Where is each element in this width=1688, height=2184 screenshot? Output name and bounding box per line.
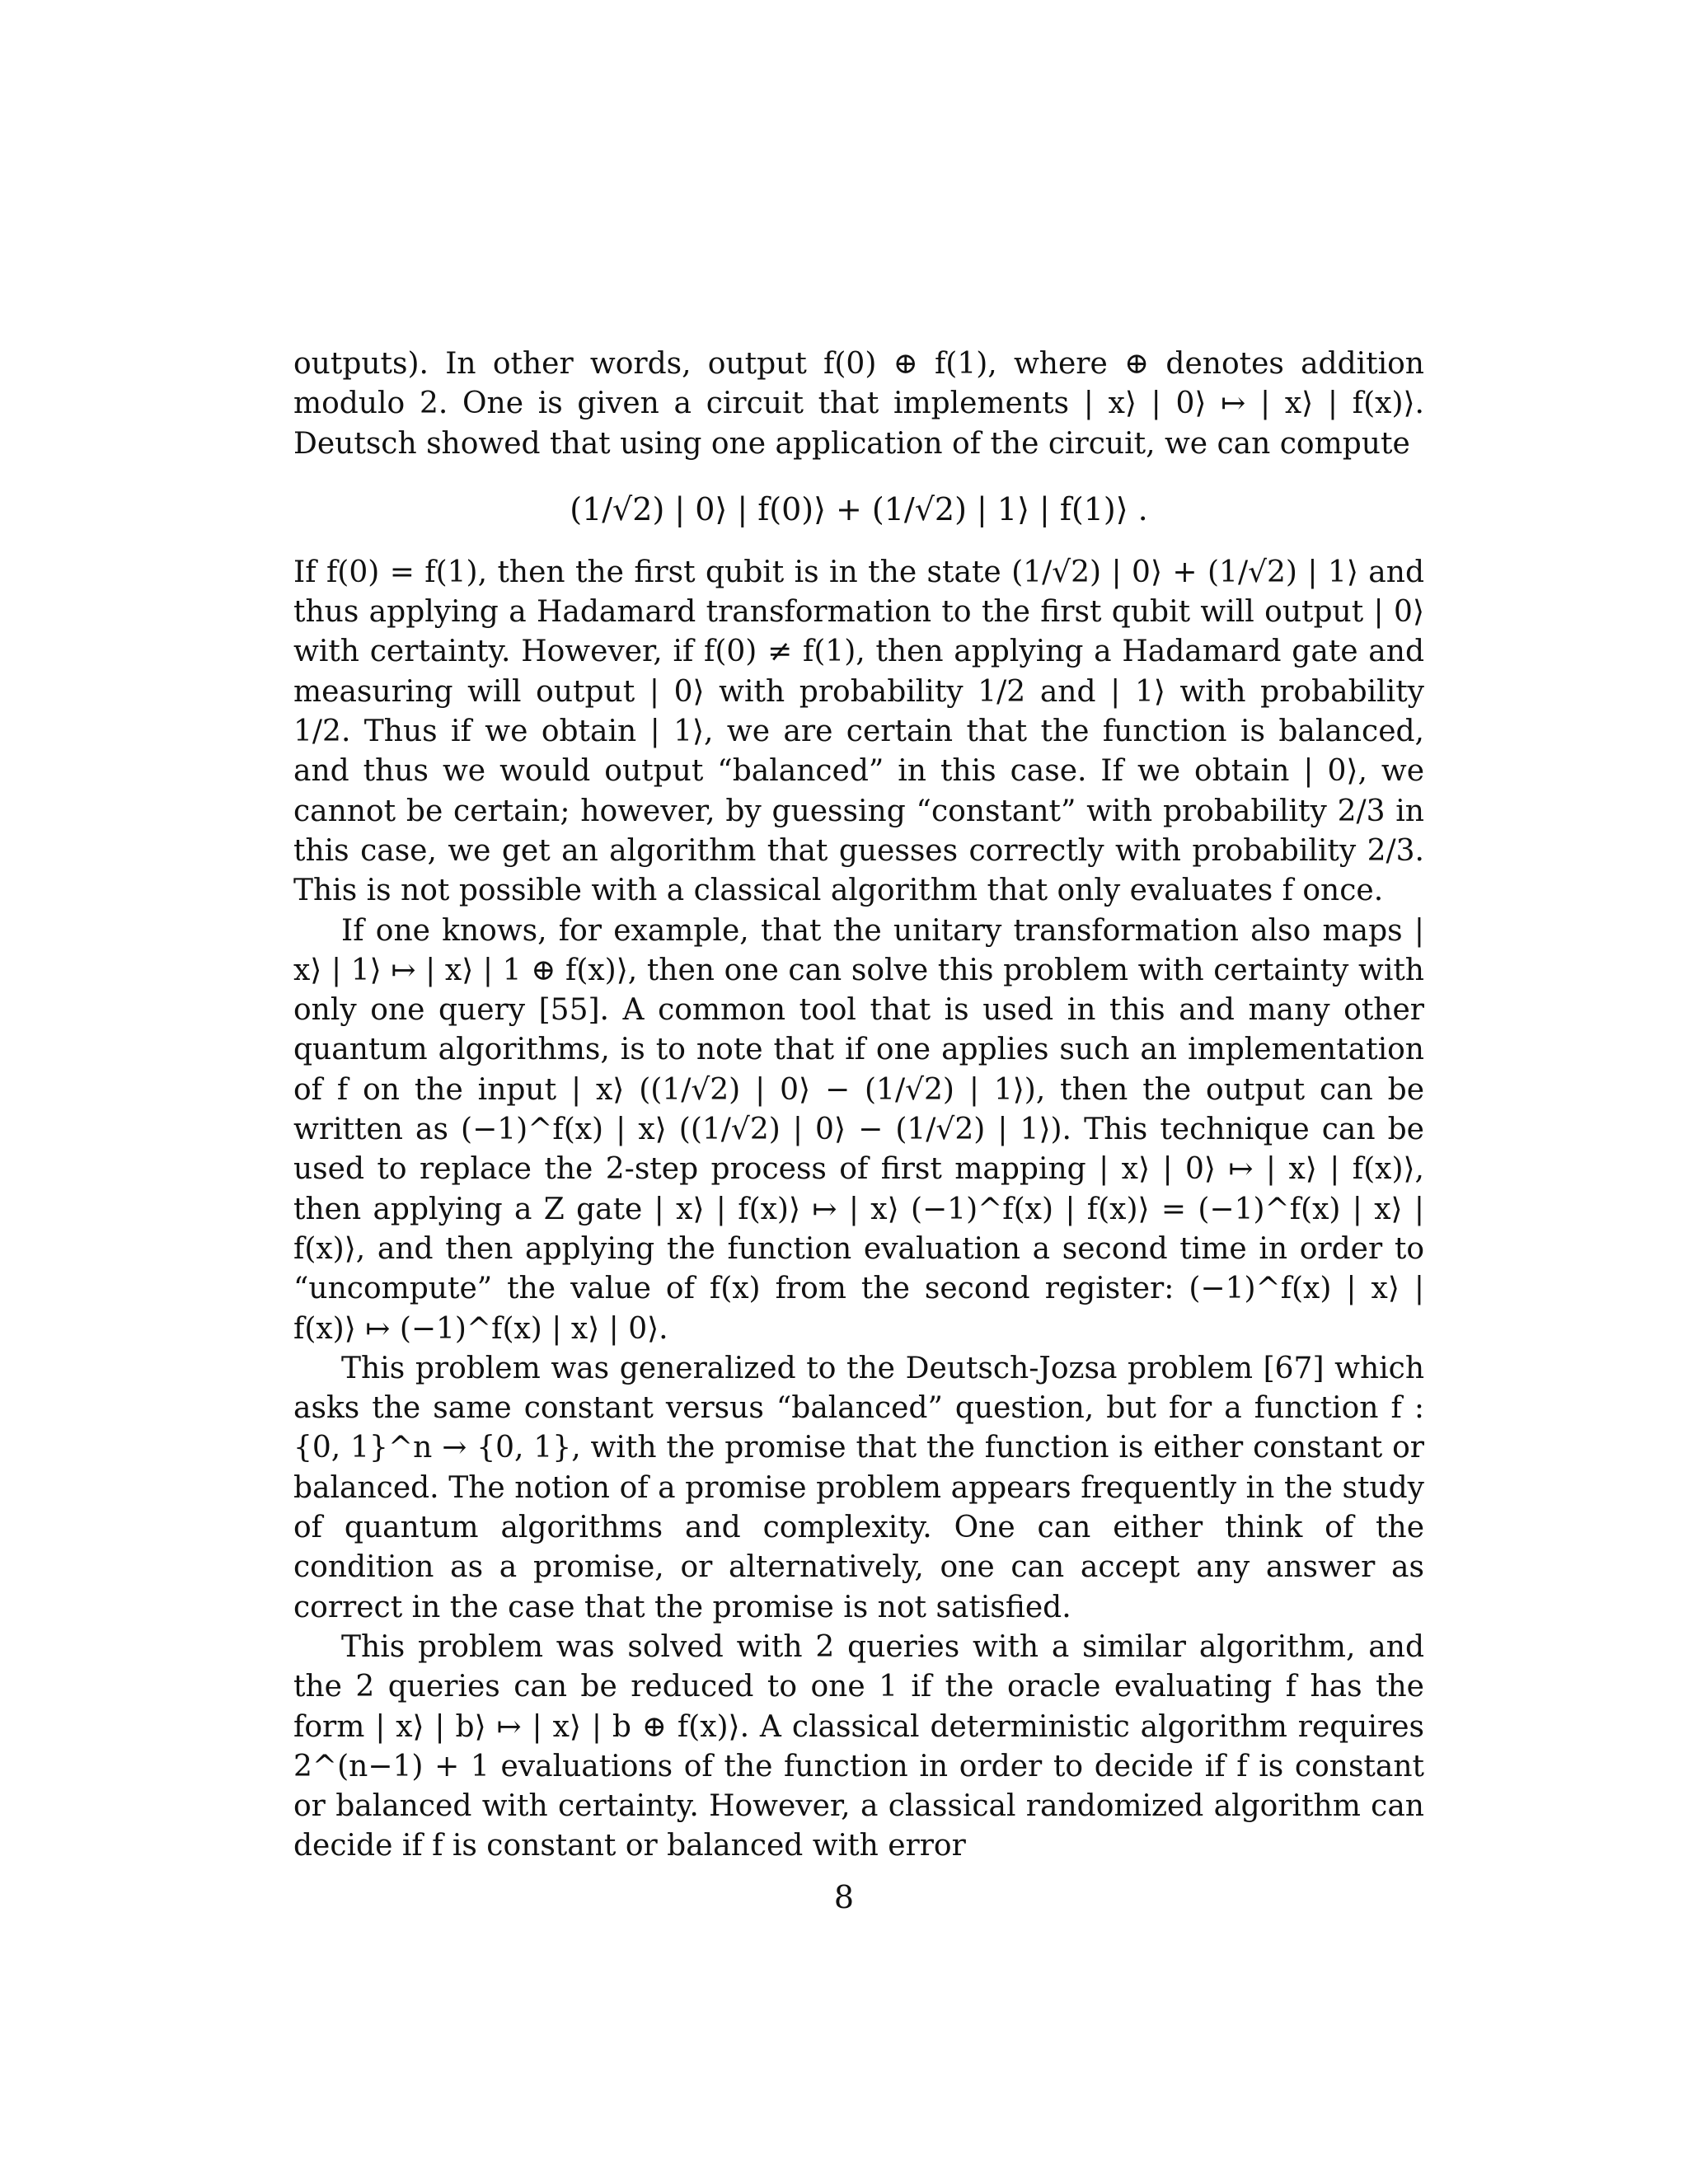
page-number: 8 — [833, 1879, 855, 1915]
paragraph-1 — [293, 344, 1424, 464]
paragraph-4: This problem was generalized to the Deutsch-Jozsa problem [67] which asks the same constant versus “balanced” question, but for a function f : {0, 1}^n → {0, 1}, with the promise that the function is either constant or balanced. The notion of a promise problem appears frequently in the study of quantum algorithms and complexity. One can either think of the condition as a promise, or alternatively, one can accept any answer as correct in the case that the promise is not satisfied. — [293, 1351, 1424, 1624]
paragraph-1-line-2: 2. One is given a circuit that implements | x⟩ | 0⟩ ↦ | x⟩ | f(x)⟩. Deutsch showed — [293, 387, 1424, 461]
paragraph-5: This problem was solved with 2 queries with a similar algorithm, and the 2 queries can be reduced to one 1 if the oracle evaluating f has the form | x⟩ | b⟩ ↦ | x⟩ | b ⊕ f(x)⟩. A classical deterministic algorithm requires 2^(n−1) + 1 evaluations of the function in order to decide if f is constant or balanced with certainty. However, a classical randomized algorithm can decide if f is constant or balanced with error — [293, 1629, 1424, 1863]
paragraph-1-line-3: that using one application of the circuit, we can compute — [550, 426, 1410, 461]
paragraph-2: If f(0) = f(1), then the first qubit is in the state (1/√2) | 0⟩ + (1/√2) | 1⟩ and thus applying a Hadamard transformation to the first qubit will output | 0⟩ with certainty. However, if f(0) ≠ f(1), then applying a Hadamard gate and measuring will output | 0⟩ with probability 1/2 and | 1⟩ with probability 1/2. Thus if we obtain | 1⟩, we are certain that the function is balanced, and thus we would output “balanced” in this case. If we obtain | 0⟩, we cannot be certain; however, by guessing “constant” with probability 2/3 in this case, we get an algorithm that guesses correctly with probability 2/3. This is not possible with a classical algorithm that only evaluates f once. — [293, 555, 1424, 908]
paragraph-3: If one knows, for example, that the unitary transformation also maps | x⟩ | 1⟩ ↦ | x⟩ | 1 ⊕ f(x)⟩, then one can solve this problem with certainty with only one query [55]. A common tool that is used in this and many other quantum algorithms, is to note that if one applies such an implementation of f on the input | x⟩ ((1/√2) | 0⟩ − (1/√2) | 1⟩), then the output can be written as (−1)^f(x) | x⟩ ((1/√2) | 0⟩ − (1/√2) | 1⟩). This technique can be used to replace the 2-step process of first mapping | x⟩ | 0⟩ ↦ | x⟩ | f(x)⟩, then applying a Z gate | x⟩ | f(x)⟩ ↦ | x⟩ (−1)^f(x) | f(x)⟩ = (−1)^f(x) | x⟩ | f(x)⟩, and then applying the function evaluation a second time in order to “uncompute” the value of f(x) from the second register: (−1)^f(x) | x⟩ | f(x)⟩ ↦ (−1)^f(x) | x⟩ | 0⟩. — [293, 913, 1424, 1346]
paragraph-1-line-1: outputs). In other words, output f(0) ⊕ f(1), where ⊕ denotes addition modulo — [293, 347, 1424, 421]
body-text — [293, 344, 1424, 1867]
display-equation: (1/√2) | 0⟩ | f(0)⟩ + (1/√2) | 1⟩ | f(1)⟩ . — [570, 490, 1148, 527]
